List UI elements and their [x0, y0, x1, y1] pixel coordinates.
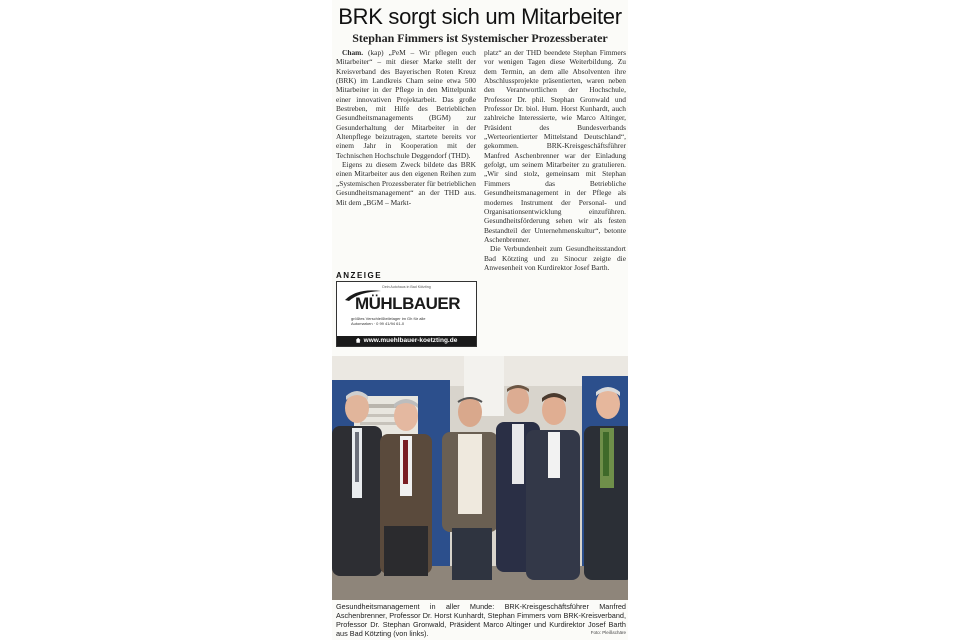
ad-label: ANZEIGE: [336, 271, 383, 280]
ad-slogan: Dein Autohaus in Bad Kötzting: [382, 285, 431, 289]
paragraph: platz“ an der THD beendete Stephan Fimmers vor wenigen Tagen diese Weiterbildung. Zu dem Termin, an dem alle Absolventen ihre Abschlussprojekte präsentierten, waren neben den Verantwortlichen der Hochschule, Professor Dr. phil. Stephan Gronwald und Professor Dr. biol. Hum. Horst Kunhardt, auch zahlreiche Interessierte, wie Marco Altinger, Präsident des Bundesverbands „Werteorientierter Mittelstand Deutschland“, gekommen. BRK-Kreisgeschäftsführer Manfred Aschenbrenner war der Einladung gefolgt, um seinem Mitarbeiter zu gratulieren. „Wir sind stolz, gemeinsam mit Stephan Fimmers das Betriebliche Gesundheitsmanagement in der Pflege als modernes Instrument der Personal- und Organisationsentwicklung einzuführen. Gesundheitsförderung sehen wir als festen Bestandteil der Unternehmenskultur“, betonte Aschenbrenner.: [484, 48, 626, 244]
advertisement[interactable]: [336, 281, 477, 347]
article-column-1: [336, 48, 476, 268]
paragraph-text: (kap) „PeM – Wir pflegen euch Mitarbeiter“ – mit dieser Marke stellt der Kreisverband des Bayerischen Roten Kreuz (BRK) im Landkreis Cham seine etwa 500 Mitarbeiter in der Pflege in den Mittelpunkt einer innovativen Projektarbeit. Das große Bestreben, mit Hilfe des Betrieblichen Gesundheitsmanagements (BGM) zur Gesunderhaltung der Mitarbeiter in der Altenpflege beizutragen, startete bereits vor einem Jahr in Kooperation mit der Technischen Hochschule Deggendorf (THD).: [336, 48, 476, 160]
ad-logo-text: MÜHLBAUER: [354, 294, 461, 313]
photo-credit: Foto: Pleißschäre: [590, 630, 626, 635]
photo-illustration: [332, 356, 628, 600]
paragraph: Eigens zu diesem Zweck bildete das BRK einen Mitarbeiter aus den eigenen Reihen zum „Systemischen Prozessberater für betrieblichen Gesundheitsmanagement“ an der THD aus. Mit dem „BGM – Markt-: [336, 160, 476, 207]
article-column-2: [484, 48, 626, 348]
newspaper-clipping: [332, 0, 628, 640]
group-photo: [332, 356, 628, 600]
ad-url: www.muehlbauer-koetzting.de: [363, 337, 458, 344]
dateline: Cham.: [342, 48, 364, 57]
paragraph: [336, 48, 476, 160]
photo-caption: Gesundheitsmanagement in aller Munde: BRK-Kreisgeschäftsführer Manfred Aschenbrenner, Professor Dr. Horst Kunhardt, Stephan Fimmers vom BRK-Kreisverband, Professor Dr. Stephan Gronwald, Präsident Marco Altinger und Kurdirektor Josef Barth aus Bad Kötzting (von links).: [336, 602, 626, 638]
subheadline: Stephan Fimmers ist Systemischer Prozessberater: [352, 31, 608, 45]
home-icon: [356, 338, 361, 343]
paragraph: Die Verbundenheit zum Gesundheitsstandort Bad Kötzting und zu Sinocur zeigte die Anwesenheit von Kurdirektor Josef Barth.: [484, 244, 626, 272]
ad-small-text: größtes Verschleißteilelager im Gh für alle Automarken · 0 99 41/94 61-0: [351, 316, 426, 326]
ad-url-bar[interactable]: [337, 336, 476, 346]
headline: BRK sorgt sich um Mitarbeiter: [338, 4, 622, 29]
